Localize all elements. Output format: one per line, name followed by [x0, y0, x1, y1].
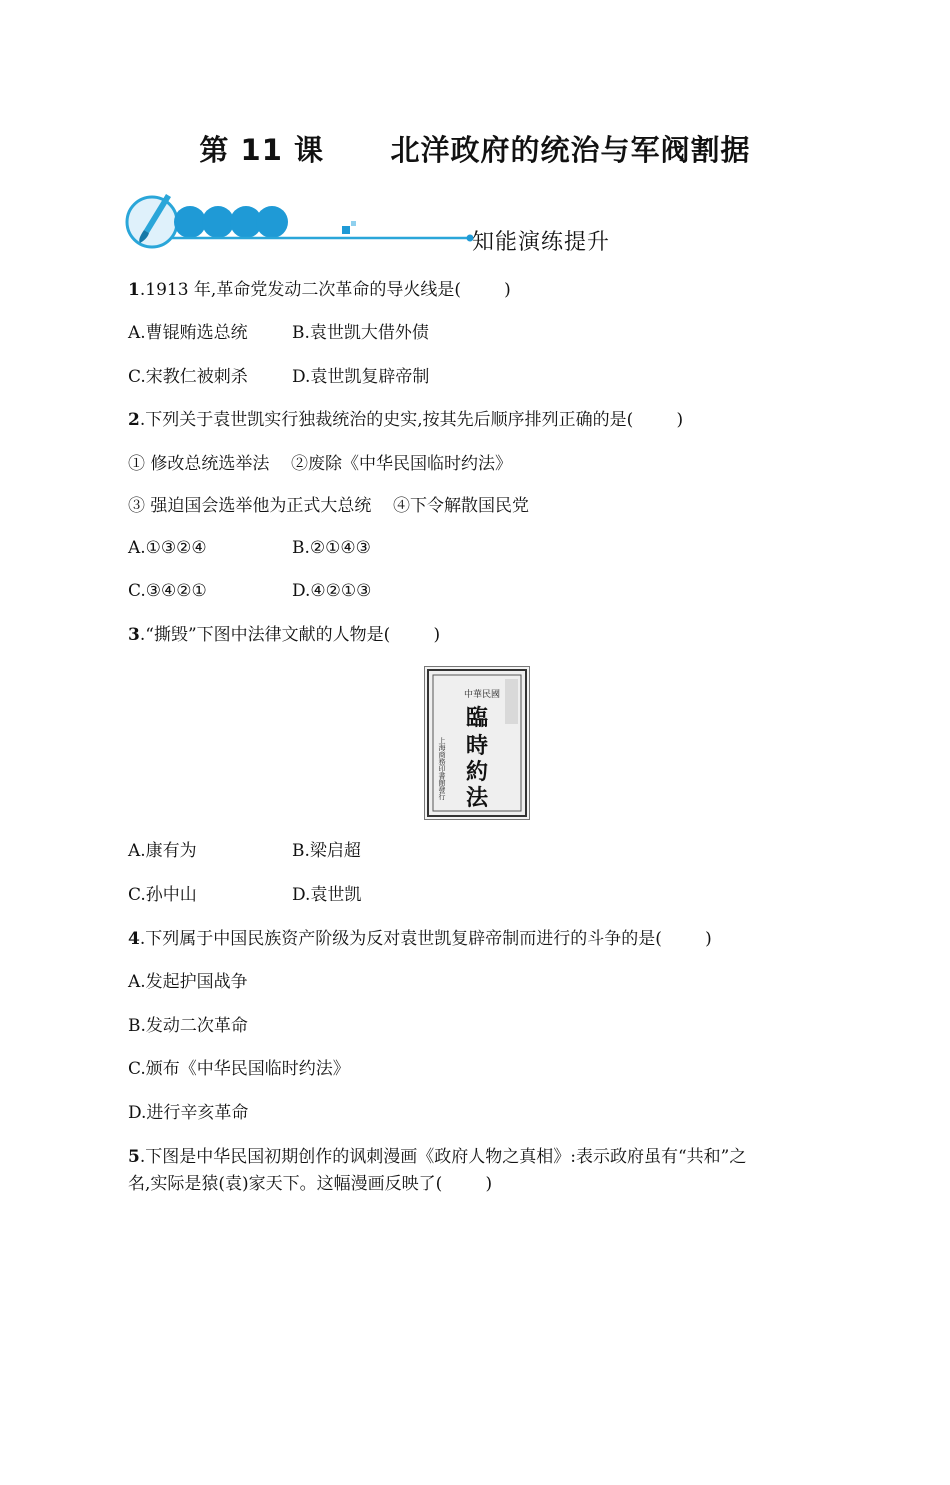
- question-number: 3: [128, 625, 140, 645]
- question-number: 1: [128, 280, 140, 300]
- question-4: [128, 928, 712, 950]
- question-1: [128, 279, 511, 301]
- document-top-text: 中華民國: [463, 690, 501, 700]
- document-char-4: 法: [465, 785, 489, 811]
- option-c: C.颁布《中华民国临时约法》: [128, 1059, 350, 1079]
- provisional-constitution-image: [424, 666, 530, 820]
- question-3: [128, 624, 440, 646]
- question-number: 5: [128, 1147, 140, 1167]
- option-c: C.宋教仁被刺杀: [128, 367, 248, 387]
- question-text: .下列属于中国民族资产阶级为反对袁世凯复辟帝制而进行的斗争的是( ): [139, 929, 712, 949]
- option-d: D.进行辛亥革命: [128, 1103, 249, 1123]
- decorative-dots-icon: [174, 206, 288, 238]
- question-text: .1913 年,革命党发动二次革命的导火线是( ): [139, 280, 511, 300]
- question-text-continued: 名,实际是猿(袁)家天下。这幅漫画反映了( ): [128, 1174, 493, 1194]
- option-c: C.③④②①: [128, 581, 207, 601]
- question-text: .下图是中华民国初期创作的讽刺漫画《政府人物之真相》:表示政府虽有“共和”之: [139, 1147, 747, 1167]
- question-number: 2: [128, 410, 140, 430]
- question-text: .“撕毁”下图中法律文献的人物是( ): [139, 625, 441, 645]
- brush-circle-icon: [127, 194, 177, 247]
- option-c: C.孙中山: [128, 885, 197, 905]
- section-label: 知能演练提升: [472, 230, 611, 255]
- statement-line-1: ① 修改总统选举法 ②废除《中华民国临时约法》: [128, 454, 513, 474]
- option-a: A.①③②④: [128, 538, 207, 558]
- option-a: A.发起护国战争: [128, 972, 248, 992]
- document-publisher-text: 上海商務印書館發行: [438, 737, 446, 800]
- document-char-2: 時: [465, 733, 489, 759]
- option-d: D.④②①③: [292, 581, 372, 601]
- question-5: [128, 1146, 746, 1168]
- option-d: D.袁世凯复辟帝制: [292, 367, 430, 387]
- option-a: A.曹锟贿选总统: [128, 323, 248, 343]
- document-char-3: 約: [465, 759, 489, 785]
- option-b: B.②①④③: [292, 538, 371, 558]
- document-char-1: 臨: [465, 705, 489, 731]
- option-b: B.袁世凯大借外债: [292, 323, 429, 343]
- option-d: D.袁世凯: [292, 885, 362, 905]
- option-a: A.康有为: [128, 841, 197, 861]
- question-2: [128, 409, 683, 431]
- small-squares-icon: [342, 221, 356, 234]
- question-number: 4: [128, 929, 140, 949]
- question-text: .下列关于袁世凯实行独裁统治的史实,按其先后顺序排列正确的是( ): [139, 410, 684, 430]
- option-b: B.发动二次革命: [128, 1016, 248, 1036]
- statement-line-2: ③ 强迫国会选举他为正式大总统 ④下令解散国民党: [128, 496, 530, 516]
- page-title: 第 11 课 北洋政府的统治与军阀割据: [199, 133, 751, 167]
- option-b: B.梁启超: [292, 841, 361, 861]
